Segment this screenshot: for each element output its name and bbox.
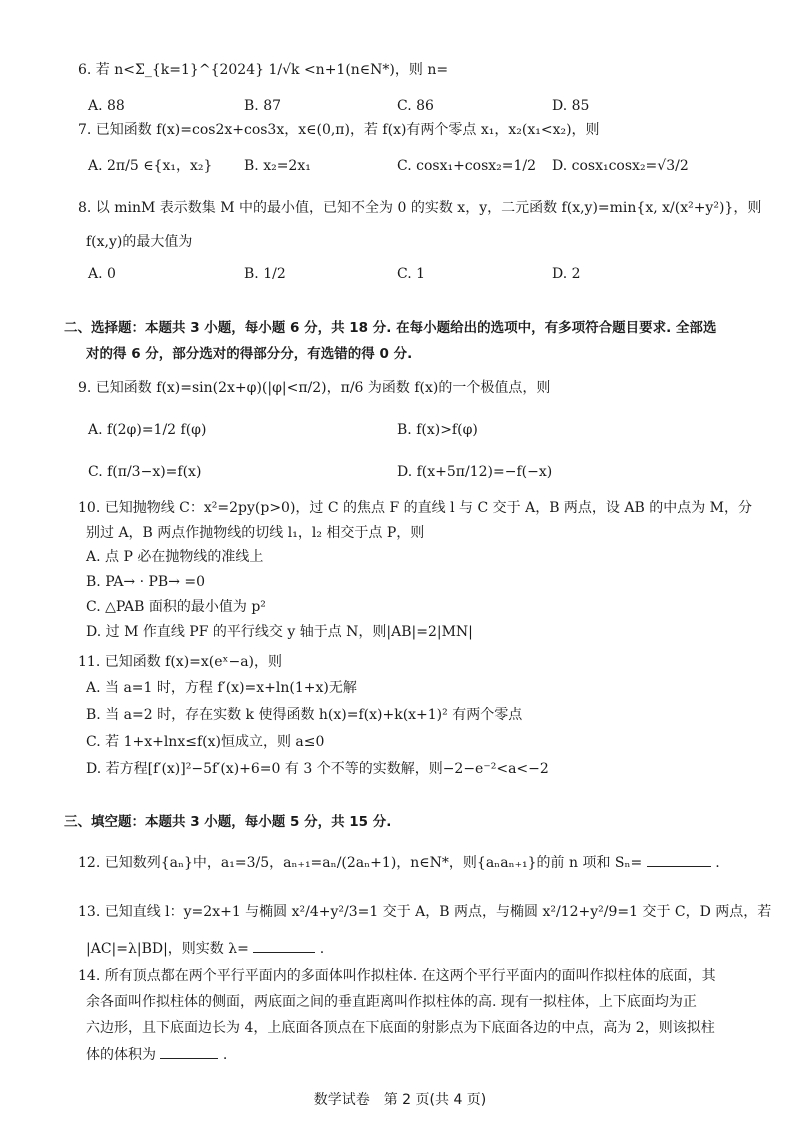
- question-12: [78, 852, 720, 874]
- q6-option-d: D. 85: [552, 98, 590, 114]
- answer-blank-13[interactable]: [253, 938, 315, 953]
- q8-option-a: A. 0: [88, 266, 116, 282]
- question-8-stem-line1: 8. 以 minM 表示数集 M 中的最小值，已知不全为 0 的实数 x，y，二元函数 f(x,y)=min{x, x/(x²+y²)}，则: [78, 200, 762, 216]
- section-2-heading-line2: 对的得 6 分，部分选对的得部分分，有选错的得 0 分.: [86, 346, 413, 362]
- q9-option-d: D. f(x+5π/12)=−f(−x): [397, 464, 553, 480]
- q7-option-b: B. x₂=2x₁: [244, 158, 311, 174]
- question-8-stem-line2: f(x,y)的最大值为: [86, 234, 193, 250]
- question-13-line2: [86, 938, 324, 960]
- q9-option-c: C. f(π/3−x)=f(x): [88, 464, 202, 480]
- question-14-line4: [86, 1044, 227, 1066]
- question-12-period: .: [715, 855, 720, 871]
- q6-option-c: C. 86: [397, 98, 434, 114]
- question-11-stem: 11. 已知函数 f(x)=x(eˣ−a)，则: [78, 654, 283, 670]
- answer-blank-12[interactable]: [647, 852, 711, 867]
- q8-option-d: D. 2: [552, 266, 581, 282]
- question-13-text: |AC|=λ|BD|，则实数 λ=: [86, 941, 249, 957]
- question-14-line1: 14. 所有顶点都在两个平行平面内的多面体叫作拟柱体. 在这两个平行平面内的面叫作拟柱体的底面，其: [78, 968, 716, 984]
- question-14-period: .: [222, 1047, 228, 1063]
- section-2-heading-line1: 二、选择题：本题共 3 小题，每小题 6 分，共 18 分. 在每小题给出的选项中，有多项符合题目要求. 全部选: [64, 320, 717, 336]
- q8-option-c: C. 1: [397, 266, 426, 282]
- q6-option-a: A. 88: [88, 98, 125, 114]
- question-9-stem: 9. 已知函数 f(x)=sin(2x+φ)(|φ|<π/2)，π/6 为函数 f(x)的一个极值点，则: [78, 380, 551, 396]
- q6-option-b: B. 87: [244, 98, 282, 114]
- q11-option-a: A. 当 a=1 时，方程 f′(x)=x+ln(1+x)无解: [86, 680, 357, 696]
- q10-option-c: C. △PAB 面积的最小值为 p²: [86, 599, 266, 615]
- question-7-stem: 7. 已知函数 f(x)=cos2x+cos3x，x∈(0,π)，若 f(x)有两个零点 x₁，x₂(x₁<x₂)，则: [78, 122, 600, 138]
- q10-option-b: B. PA→ · PB→ =0: [86, 574, 206, 590]
- question-10-stem-line1: 10. 已知抛物线 C：x²=2py(p>0)，过 C 的焦点 F 的直线 l 与 C 交于 A，B 两点，设 AB 的中点为 M，分: [78, 500, 753, 516]
- question-10-stem-line2: 别过 A，B 两点作抛物线的切线 l₁，l₂ 相交于点 P，则: [86, 525, 425, 541]
- question-12-text: 12. 已知数列{aₙ}中，a₁=3/5，aₙ₊₁=aₙ/(2aₙ+1)，n∈N*，则{aₙaₙ₊₁}的前 n 项和 Sₙ=: [78, 855, 643, 871]
- question-13-line1: 13. 已知直线 l：y=2x+1 与椭圆 x²/4+y²/3=1 交于 A，B 两点，与椭圆 x²/12+y²/9=1 交于 C，D 两点，若: [78, 904, 772, 920]
- question-14-text: 体的体积为: [86, 1047, 156, 1063]
- q11-option-b: B. 当 a=2 时，存在实数 k 使得函数 h(x)=f(x)+k(x+1)² 有两个零点: [86, 707, 523, 723]
- question-14-line2: 余各面叫作拟柱体的侧面，两底面之间的垂直距离叫作拟柱体的高. 现有一拟柱体，上下底面均为正: [86, 994, 697, 1010]
- question-14-line3: 六边形，且下底面边长为 4，上底面各顶点在下底面的射影点为下底面各边的中点，高为 2，则该拟柱: [86, 1020, 715, 1036]
- q9-option-b: B. f(x)>f(φ): [397, 422, 478, 438]
- q7-option-c: C. cosx₁+cosx₂=1/2: [397, 158, 537, 174]
- q10-option-a: A. 点 P 必在抛物线的准线上: [86, 549, 264, 565]
- section-3-heading: 三、填空题：本题共 3 小题，每小题 5 分，共 15 分.: [64, 814, 392, 830]
- page-footer: 数学试卷 第 2 页(共 4 页): [313, 1092, 487, 1108]
- question-6-stem: 6. 若 n<Σ_{k=1}^{2024} 1/√k <n+1(n∈N*)，则 n=: [78, 62, 449, 78]
- q8-option-b: B. 1/2: [244, 266, 286, 282]
- q11-option-d: D. 若方程[f′(x)]²−5f′(x)+6=0 有 3 个不等的实数解，则−2−e⁻²<a<−2: [86, 761, 549, 777]
- q10-option-d: D. 过 M 作直线 PF 的平行线交 y 轴于点 N，则|AB|=2|MN|: [86, 624, 473, 640]
- q7-option-d: D. cosx₁cosx₂=√3/2: [552, 158, 689, 174]
- q7-option-a: A. 2π/5 ∈{x₁，x₂}: [88, 158, 213, 174]
- answer-blank-14[interactable]: [160, 1044, 218, 1059]
- q9-option-a: A. f(2φ)=1/2 f(φ): [88, 422, 207, 438]
- q11-option-c: C. 若 1+x+lnx≤f(x)恒成立，则 a≤0: [86, 734, 325, 750]
- question-13-period: .: [319, 941, 325, 957]
